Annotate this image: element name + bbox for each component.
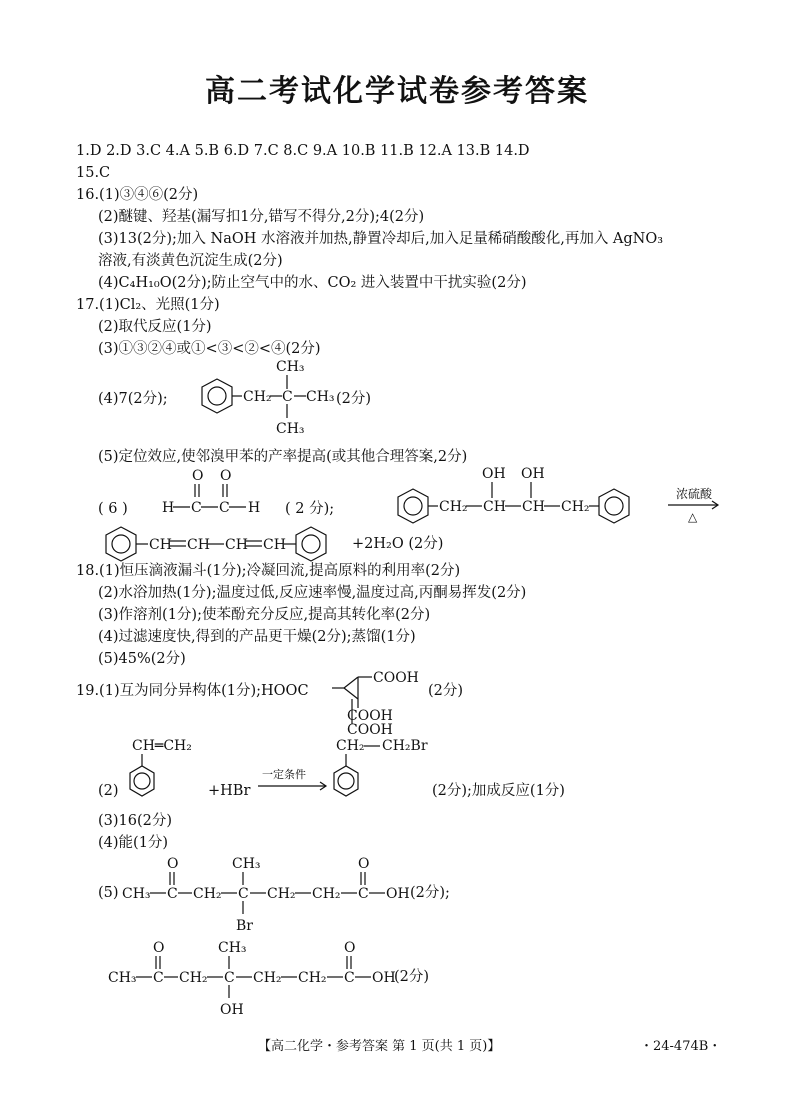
- page-title: 高二考试化学试卷参考答案: [205, 74, 589, 109]
- q19-line-6-score: (2分): [394, 969, 430, 985]
- chem-ch2-c: CH₂: [312, 886, 341, 902]
- q19-line-5-score: (2分);: [410, 885, 450, 901]
- benzene-ring-circle-icon: [302, 535, 320, 553]
- benzene-ring-circle-icon: [112, 535, 130, 553]
- chem-ch2-a: CH₂: [193, 886, 222, 902]
- q19-1-tricarboxylic-structure: [330, 668, 440, 740]
- chem-oh-2: OH: [521, 466, 545, 482]
- q17-line-5: (5)定位效应,使邻溴甲苯的产率提高(或其他合理答案,2分): [98, 449, 468, 465]
- chem-c-e: C: [224, 970, 235, 986]
- chem-ch3-a: CH₃: [122, 886, 151, 902]
- chem-ch-d: CH: [263, 537, 286, 553]
- q18-line-4: (4)过滤速度快,得到的产品更干燥(2分);蒸馏(1分): [98, 629, 416, 645]
- chem-c-d: C: [153, 970, 164, 986]
- benzene-ring-circle-icon: [605, 497, 623, 515]
- chem-ch2-b: CH₂: [267, 886, 296, 902]
- chem-oh-c: OH: [372, 970, 396, 986]
- q16-line-1: 16.(1)③④⑥(2分): [76, 187, 199, 203]
- chem-c-b: C: [238, 886, 249, 902]
- benzene-ring-circle-icon: [134, 773, 150, 789]
- benzene-ring-icon: [599, 489, 629, 523]
- chem-oh-1: OH: [482, 466, 506, 482]
- chem-o-f: O: [344, 940, 356, 956]
- q16-line-2: (2)醚键、羟基(漏写扣1分,错写不得分,2分);4(2分): [98, 209, 425, 225]
- q16-line-5: (4)C₄H₁₀O(2分);防止空气中的水、CO₂ 进入装置中干扰实验(2分): [98, 275, 527, 291]
- chem-ch-eq-ch2: CH═CH₂: [132, 738, 192, 754]
- chem-h-1: H: [162, 500, 175, 516]
- chem-ch2-p: CH₂: [336, 738, 365, 754]
- chem-ch2: CH₂: [243, 389, 272, 405]
- benzene-ring-circle-icon: [404, 497, 422, 515]
- benzene-ring-circle-icon: [338, 773, 354, 789]
- reaction-heat-symbol: △: [688, 510, 698, 524]
- q17-line-1: 17.(1)Cl₂、光照(1分): [76, 297, 220, 313]
- q19-2-arrow: [256, 766, 336, 796]
- chem-ch2-f: CH₂: [298, 970, 327, 986]
- chem-ch3-right: CH₃: [306, 389, 335, 405]
- chem-ch-c: CH: [225, 537, 248, 553]
- chem-o-2: O: [220, 468, 232, 484]
- chem-ch3-c: CH₃: [108, 970, 137, 986]
- chem-c-2: C: [219, 500, 230, 516]
- benzene-ring-icon: [202, 379, 232, 413]
- chem-c: C: [282, 389, 293, 405]
- q19-5-structure-oh: [108, 934, 418, 1018]
- q17-6-diol-structure: [388, 460, 728, 526]
- chem-cooh-3: COOH: [347, 722, 393, 738]
- q17-line-2: (2)取代反应(1分): [98, 319, 212, 335]
- chem-h-2: H: [248, 500, 261, 516]
- chem-ch-a: CH: [149, 537, 172, 553]
- chem-ch3-bottom: CH₃: [276, 421, 305, 437]
- answers-line-1: 1.D 2.D 3.C 4.A 5.B 6.D 7.C 8.C 9.A 10.B 11.B 12.A 13.B 14.D: [76, 143, 530, 159]
- q19-line-5-prefix: (5): [98, 885, 119, 901]
- chem-oh-a: OH: [386, 886, 410, 902]
- q16-line-3: (3)13(2分);加入 NaOH 水溶液并加热,静置冷却后,加入足量稀硝酸酸化,再加入 AgNO₃: [98, 231, 664, 247]
- chem-ch2-e: CH₂: [253, 970, 282, 986]
- benzene-ring-icon: [398, 489, 428, 523]
- q19-line-2-suffix: (2分);加成反应(1分): [432, 783, 565, 799]
- benzene-ring-circle-icon: [208, 387, 226, 405]
- q19-line-3: (3)16(2分): [98, 813, 173, 829]
- benzene-ring-icon: [106, 527, 136, 561]
- q16-line-4: 溶液,有淡黄色沉淀生成(2分): [98, 253, 283, 269]
- chem-c-c: C: [358, 886, 369, 902]
- answers-line-2: 15.C: [76, 165, 111, 181]
- chem-cooh-2: COOH: [347, 708, 393, 724]
- q17-line-6-score: ( 2 分);: [285, 501, 335, 517]
- chem-br: Br: [236, 918, 253, 934]
- q19-line-2-reagent: +HBr: [208, 783, 251, 799]
- chem-cooh-1: COOH: [373, 670, 419, 686]
- reaction-condition-conc-h2so4: 浓硫酸: [676, 487, 713, 501]
- chem-o-a: O: [167, 856, 179, 872]
- q17-6-diene-structure: [100, 524, 360, 564]
- q19-5-structure-br: [122, 850, 432, 934]
- q18-line-3: (3)作溶剂(1分);使苯酚充分反应,提高其转化率(2分): [98, 607, 431, 623]
- chem-c-1: C: [191, 500, 202, 516]
- chem-o-d: O: [153, 940, 165, 956]
- chem-ch-b: CH: [187, 537, 210, 553]
- chem-ch3-top: CH₃: [276, 359, 305, 375]
- q18-line-2: (2)水浴加热(1分);温度过低,反应速率慢,温度过高,丙酮易挥发(2分): [98, 585, 527, 601]
- q18-line-1: 18.(1)恒压滴液漏斗(1分);冷凝回流,提高原料的利用率(2分): [76, 563, 461, 579]
- chem-ch2-d: CH₂: [179, 970, 208, 986]
- reaction-condition-certain: 一定条件: [262, 768, 306, 781]
- chem-c-f: C: [344, 970, 355, 986]
- chem-c-a: C: [167, 886, 178, 902]
- q17-6-glyoxal-structure: [150, 462, 270, 518]
- q19-line-1-prefix: 19.(1)互为同分异构体(1分);HOOC: [76, 683, 309, 699]
- q19-line-4: (4)能(1分): [98, 835, 169, 851]
- q17-line-7-suffix: +2H₂O (2分): [352, 536, 444, 552]
- q19-line-2-prefix: (2): [98, 783, 119, 799]
- chem-ch2-1: CH₂: [439, 499, 468, 515]
- chem-ch-1: CH: [483, 499, 506, 515]
- q17-line-4-prefix: (4)7(2分);: [98, 391, 168, 407]
- footer-code: ・24-474B・: [640, 1039, 722, 1054]
- q17-line-3: (3)①③②④或①<③<②<④(2分): [98, 341, 321, 357]
- q17-line-6-prefix: ( 6 ): [98, 501, 128, 517]
- chem-o-1: O: [192, 468, 204, 484]
- chem-ch-2: CH: [522, 499, 545, 515]
- q18-line-5: (5)45%(2分): [98, 651, 186, 667]
- chem-ch2-2: CH₂: [561, 499, 590, 515]
- chem-oh-b: OH: [220, 1002, 244, 1018]
- chem-ch3-b: CH₃: [232, 856, 261, 872]
- footer-page-info: 【高二化学・参考答案 第 1 页(共 1 页)】: [258, 1039, 501, 1054]
- benzene-ring-icon: [296, 527, 326, 561]
- q19-line-1-score: (2分): [428, 683, 464, 699]
- q17-line-4-score: (2分): [336, 391, 372, 407]
- chem-o-c: O: [358, 856, 370, 872]
- chem-ch3-d: CH₃: [218, 940, 247, 956]
- chem-ch2br: CH₂Br: [382, 738, 428, 754]
